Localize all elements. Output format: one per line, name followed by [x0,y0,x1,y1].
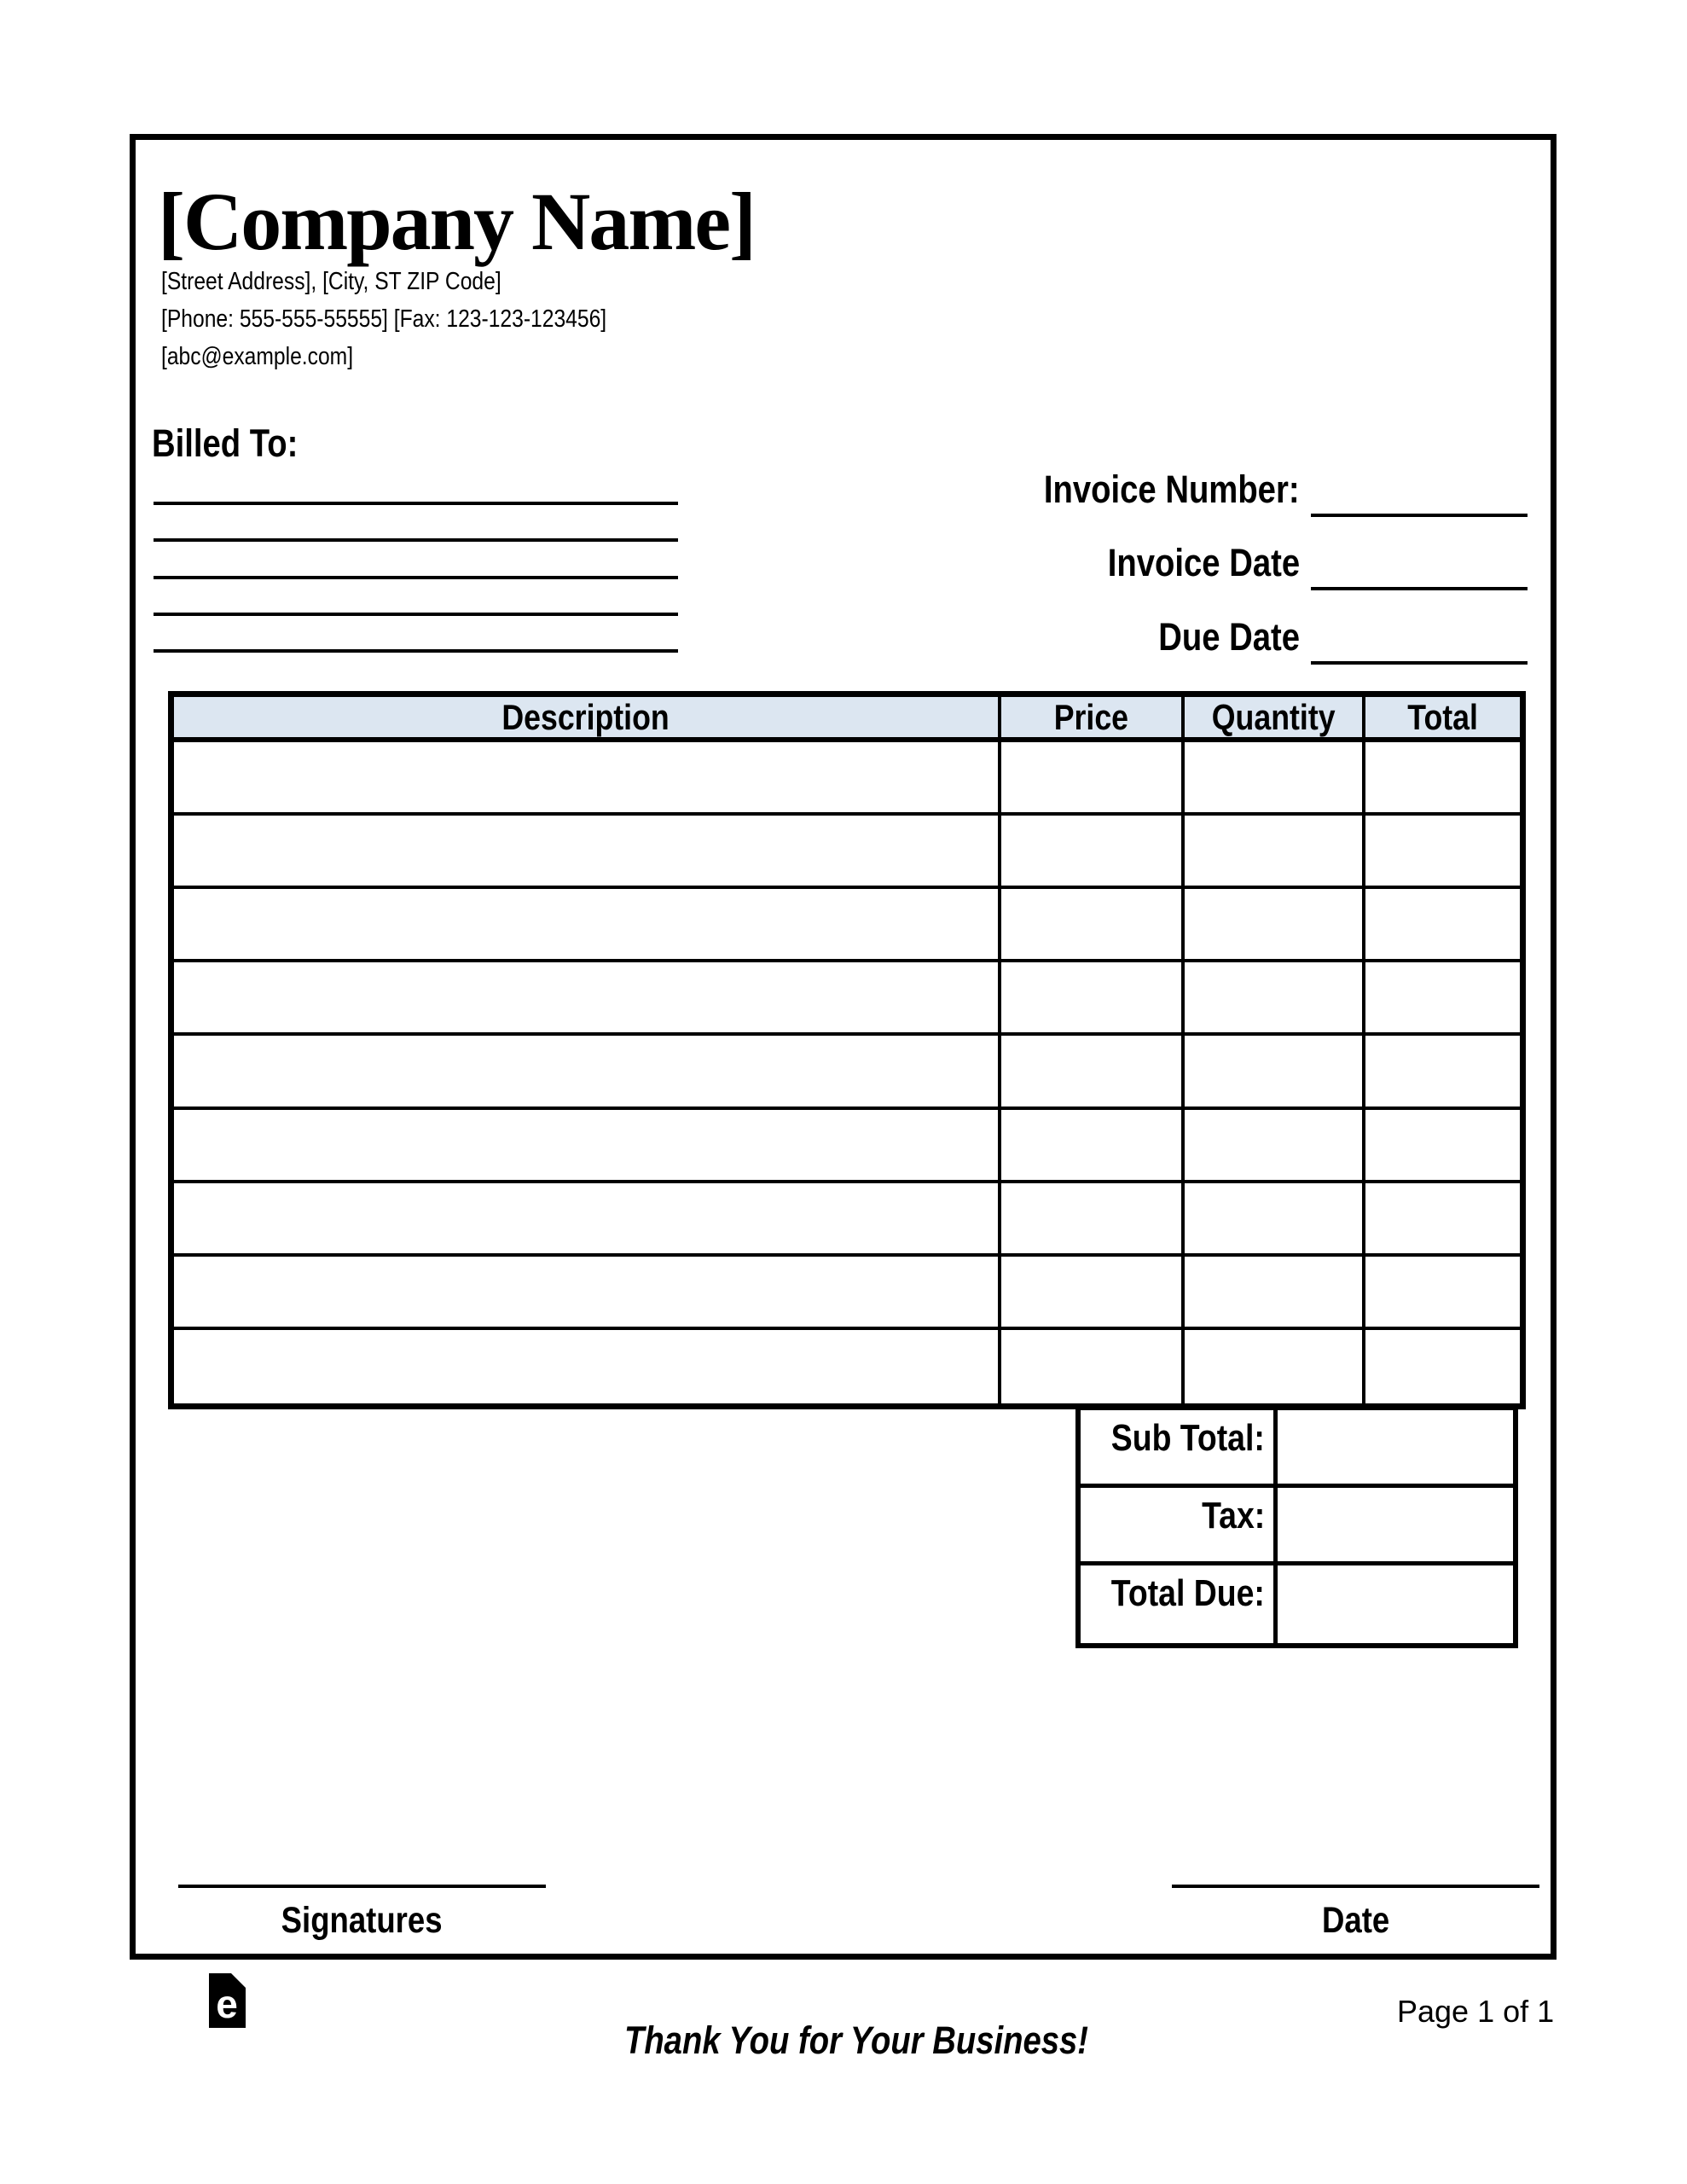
item-description-cell[interactable] [174,1330,998,1403]
company-address-line: [Street Address], [City, ST ZIP Code] [161,268,501,295]
total-due-value-cell[interactable] [1278,1565,1513,1643]
item-price-cell[interactable] [998,742,1181,816]
date-label: Date [1321,1900,1390,1941]
item-quantity-cell[interactable] [1181,742,1362,816]
due-date-row [1133,615,1528,659]
invoice-number-line[interactable] [1311,479,1528,517]
item-total-cell[interactable] [1362,1110,1520,1183]
invoice-number-row [999,468,1528,512]
item-quantity-cell[interactable] [1181,1257,1362,1330]
total-due-label: Total Due: [1081,1565,1278,1643]
item-total-cell[interactable] [1362,1330,1520,1403]
item-total-cell[interactable] [1362,1036,1520,1109]
item-description-cell[interactable] [174,1257,998,1330]
item-total-cell[interactable] [1362,889,1520,962]
item-description-cell[interactable] [174,1036,998,1109]
company-name: [Company Name] [158,176,755,267]
billed-to-label: Billed To: [152,421,299,465]
item-total-cell[interactable] [1362,1183,1520,1257]
eforms-logo-icon [209,1973,246,2028]
item-description-cell[interactable] [174,1110,998,1183]
signature-label: Signatures [281,1900,443,1941]
item-price-cell[interactable] [998,816,1181,889]
total-header: Total [1362,697,1520,742]
item-quantity-cell[interactable] [1181,816,1362,889]
summary-table [1075,1405,1518,1648]
billed-to-line[interactable] [154,613,678,616]
invoice-page [130,134,1557,1960]
item-price-cell[interactable] [998,1036,1181,1109]
item-quantity-cell[interactable] [1181,1110,1362,1183]
tax-label: Tax: [1081,1488,1278,1565]
svg-text:e: e [216,1982,238,2026]
quantity-header: Quantity [1181,697,1362,742]
invoice-date-row [1074,541,1528,585]
signature-line[interactable] [178,1885,546,1942]
due-date-line[interactable] [1311,627,1528,665]
description-header: Description [174,697,998,742]
item-quantity-cell[interactable] [1181,1330,1362,1403]
item-total-cell[interactable] [1362,1257,1520,1330]
subtotal-label: Sub Total: [1081,1410,1278,1488]
page-indicator: Page 1 of 1 [1397,1994,1555,2029]
item-price-cell[interactable] [998,889,1181,962]
item-description-cell[interactable] [174,962,998,1036]
item-description-cell[interactable] [174,1183,998,1257]
item-price-cell[interactable] [998,1183,1181,1257]
invoice-date-label: Invoice Date [1107,541,1300,584]
thank-you-note: Thank You for Your Business! [623,2018,1089,2062]
item-description-cell[interactable] [174,742,998,816]
tax-value-cell[interactable] [1278,1488,1513,1565]
item-total-cell[interactable] [1362,962,1520,1036]
invoice-number-label: Invoice Number: [1044,468,1300,511]
date-line[interactable] [1172,1885,1539,1942]
subtotal-value-cell[interactable] [1278,1410,1513,1488]
item-price-cell[interactable] [998,962,1181,1036]
billed-to-line[interactable] [154,649,678,653]
due-date-label: Due Date [1158,615,1300,659]
invoice-date-line[interactable] [1311,553,1528,590]
item-total-cell[interactable] [1362,816,1520,889]
items-table [168,691,1526,1409]
item-quantity-cell[interactable] [1181,1183,1362,1257]
company-address-line: [abc@example.com] [161,343,354,370]
item-quantity-cell[interactable] [1181,889,1362,962]
item-total-cell[interactable] [1362,742,1520,816]
item-quantity-cell[interactable] [1181,1036,1362,1109]
billed-to-line[interactable] [154,538,678,542]
item-description-cell[interactable] [174,816,998,889]
company-address-line: [Phone: 555-555-55555] [Fax: 123-123-123456] [161,305,607,333]
price-header: Price [998,697,1181,742]
item-price-cell[interactable] [998,1110,1181,1183]
item-description-cell[interactable] [174,889,998,962]
item-price-cell[interactable] [998,1330,1181,1403]
item-quantity-cell[interactable] [1181,962,1362,1036]
billed-to-line[interactable] [154,576,678,579]
company-address [161,263,685,375]
billed-to-line[interactable] [154,502,678,505]
item-price-cell[interactable] [998,1257,1181,1330]
